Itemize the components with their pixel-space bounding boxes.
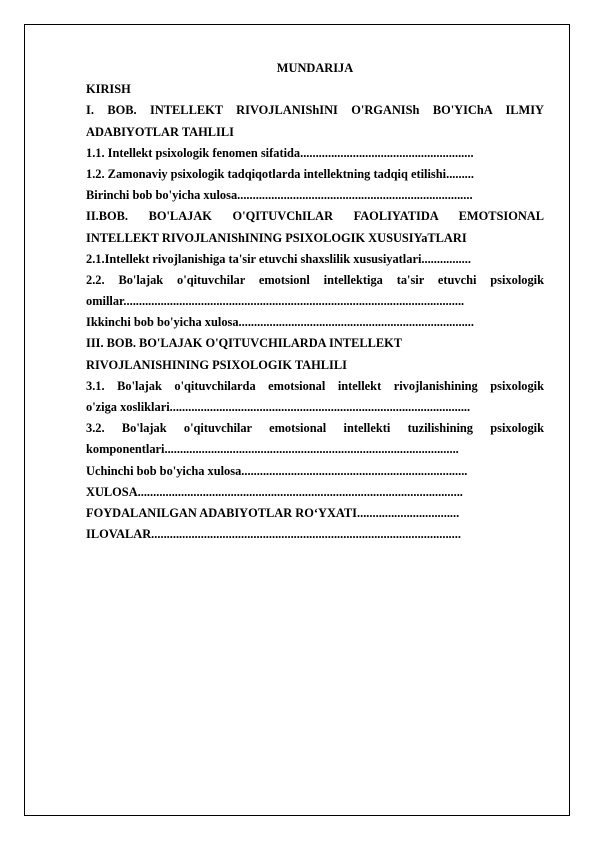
toc-entry: KIRISH (86, 82, 131, 97)
toc-entry: komponentlari............................................................................................... (86, 442, 459, 457)
toc-entry: 2.2. Bo'lajak o'qituvchilar emotsionl intellektiga ta'sir etuvchi psixologik (86, 272, 544, 287)
toc-entry: 1.2. Zamonaviy psixologik tadqiqotlarda intellektning tadqiq etilishi......... (86, 166, 474, 181)
toc-entry: o'ziga xosliklari................................................................................................. (86, 400, 471, 414)
toc-entry: II.BOB. BO'LAJAK O'QITUVChILAR FAOLIYATIDA EMOTSIONAL (86, 209, 544, 224)
toc-entry: XULOSA......................................................................................................... (86, 484, 463, 499)
toc-entry: FOYDALANILGAN ADABIYOTLAR RO‘YXATI................................. (86, 505, 460, 520)
toc-entry: omillar.............................................................................................................. (86, 294, 465, 309)
toc-entry: RIVOJLANISHINING PSIXOLOGIK TAHLILI (86, 357, 347, 372)
toc-entry: Ikkinchi bob bo'yicha xulosa............................................................................ (86, 315, 474, 330)
toc-entry: 1.1. Intellekt psixologik fenomen sifatida........................................................ (86, 145, 474, 160)
toc-entry: INTELLEKT RIVOJLANIShINING PSIXOLOGIK XUSUSIYaTLARI (86, 230, 467, 245)
toc-entry: 3.2. Bo'lajak o'qituvchilar emotsional intellekti tuzilishining psixologik (86, 421, 544, 436)
toc-entry: Birinchi bob bo'yicha xulosa............................................................................ (86, 188, 473, 203)
toc-entry: Uchinchi bob bo'yicha xulosa......................................................................... (86, 463, 468, 478)
toc-entry: ILOVALAR.................................................................................................... (86, 527, 461, 542)
toc-entry: 3.1. Bo'lajak o'qituvchilarda emotsional intellekt rivojlanishining psixologik (86, 378, 544, 393)
toc-entry: I. BOB. INTELLEKT RIVOJLANIShINI O'RGANISh BO'YIChA ILMIY (86, 103, 544, 118)
toc-entry: ADABIYOTLAR TAHLILI (86, 124, 234, 139)
toc-entry: III. BOB. BO'LAJAK O'QITUVCHILARDA INTELLEKT (86, 336, 403, 351)
toc-entry: 2.1.Intellekt rivojlanishiga ta'sir etuvchi shaxslilik xususiyatlari................ (86, 251, 471, 266)
table-of-contents (86, 58, 544, 545)
page-title: MUNDARIJA (276, 61, 354, 75)
toc-list (86, 79, 544, 545)
